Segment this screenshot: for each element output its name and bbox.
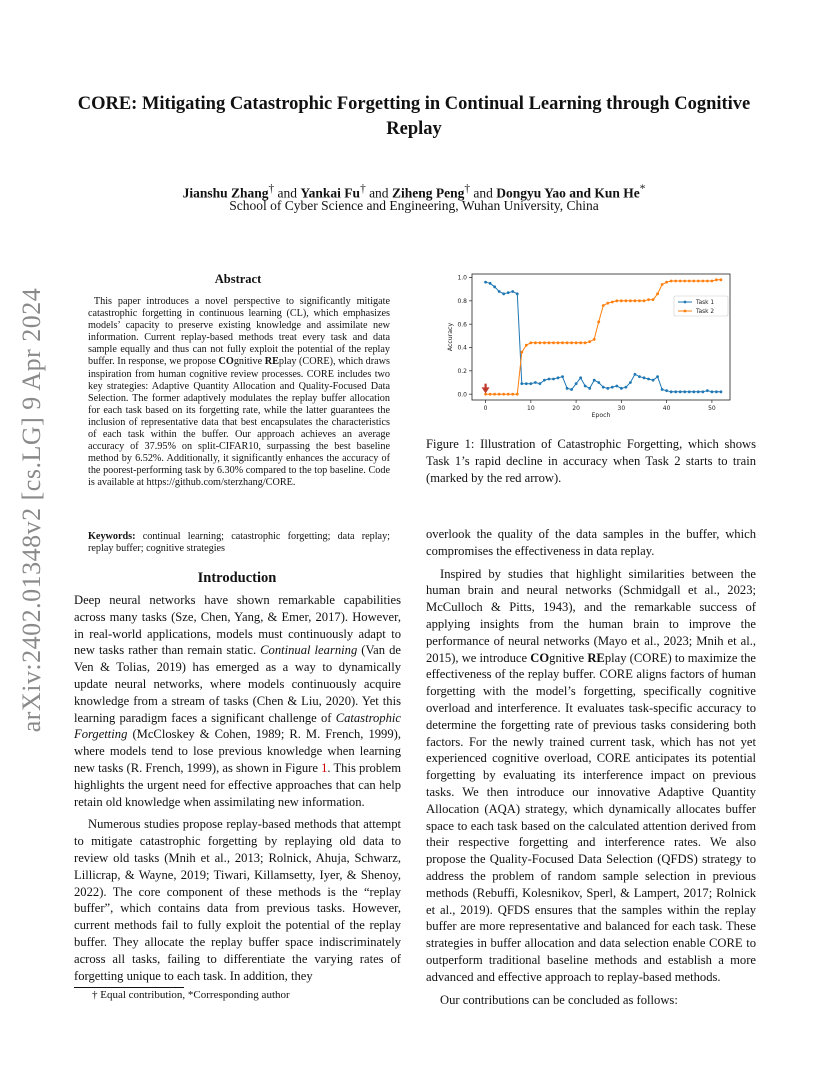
- author-name: Jianshu Zhang: [182, 185, 269, 201]
- author-conj: and: [473, 185, 493, 201]
- intro-paragraph: [426, 566, 756, 986]
- abstract-heading: Abstract: [214, 272, 262, 286]
- y-axis-label: Accuracy: [447, 322, 454, 352]
- data-point: [706, 389, 709, 392]
- x-axis-label: Epoch: [591, 412, 611, 419]
- data-point: [647, 298, 650, 301]
- figure-ref-link[interactable]: 1: [321, 760, 328, 775]
- data-point: [588, 387, 591, 390]
- abstract-co: CO: [218, 356, 234, 368]
- text-bold: CO: [530, 650, 550, 665]
- data-point: [588, 340, 591, 343]
- affiliation: School of Cyber Science and Engineering, Wuhan University, China: [229, 198, 599, 213]
- data-point: [697, 390, 700, 393]
- data-point: [692, 280, 695, 283]
- data-point: [484, 281, 487, 284]
- data-point: [493, 285, 496, 288]
- data-point: [511, 290, 514, 293]
- data-point: [679, 390, 682, 393]
- data-point: [606, 387, 609, 390]
- data-point: [688, 280, 691, 283]
- forgetting-chart: [440, 270, 740, 435]
- data-point: [720, 390, 723, 393]
- abstract-text: This paper introduces a novel perspective to significantly mitigate catastrophic forgetting in continuous learning (CL), which emphasizes models’ capacity to preserve existing knowledge and assimilate new information. Current replay-based methods treat every task and data sample equally and thus can not fully exploit the potential of the replay buffer. In response, we propose: [88, 296, 391, 368]
- abstract-body: [88, 296, 390, 490]
- data-point: [701, 390, 704, 393]
- text-bold: RE: [587, 650, 605, 665]
- legend-label: Task 1: [696, 300, 715, 306]
- data-point: [525, 344, 528, 347]
- data-point: [511, 393, 514, 396]
- intro-paragraph: Our contributions can be concluded as follows:: [440, 992, 678, 1007]
- author-name: Dongyu Yao: [496, 185, 566, 201]
- data-point: [624, 386, 627, 389]
- data-point: [701, 280, 704, 283]
- paper-title: CORE: Mitigating Catastrophic Forgetting in Continual Learning through Cognitive Replay: [77, 94, 751, 139]
- data-point: [615, 385, 618, 388]
- data-point: [498, 290, 501, 293]
- data-point: [557, 341, 560, 344]
- data-point: [674, 280, 677, 283]
- y-tick-label: 0.6: [457, 321, 467, 329]
- data-point: [715, 278, 718, 281]
- data-point: [520, 351, 523, 354]
- author-mark: †: [464, 183, 470, 195]
- data-point: [516, 393, 519, 396]
- text-run: play (CORE) to maximize the effectiveness of the replay buffer. CORE aligns factors of human forgetting with the model’s forgetting, specifically cognitive overload and interference. It evaluates task-specific accuracy to determine the forgetting rate of previous tasks considering both factors. For the newly trained current task, which has not yet experienced cognitive overload, CORE anticipates its potential forgetting by evaluating its interference impact on previous tasks. We then introduce our innovative Adaptive Quantity Allocation (AQA) strategy, which dynamically allocates buffer space to each task based on the calculated attention derived from their respective forgetting and interference rates. We also propose the Quality-Focused Data Selection (QFDS) strategy to address the problem of random sample selection in previous methods (Rebuffi, Kolesnikov, Sperl, & Lampert, 2017; Rolnick et al., 2019). QFDS ensures that the samples within the replay buffer are more representative and balanced for each task. These strategies in buffer allocation and data selection enable CORE to outperform traditional baseline methods and establish a more advanced and effective approach to replay-based methods.: [426, 650, 756, 984]
- x-tick-label: 30: [617, 405, 626, 412]
- data-point: [620, 387, 623, 390]
- data-point: [570, 388, 573, 391]
- data-point: [674, 390, 677, 393]
- author-mark: *: [639, 183, 646, 195]
- author-conj: and: [277, 185, 298, 201]
- x-tick-label: 10: [527, 405, 535, 412]
- data-point: [715, 390, 718, 393]
- data-point: [597, 320, 600, 323]
- abstract-gnitive: gnitive: [233, 356, 265, 368]
- figure-caption: Figure 1: Illustration of Catastrophic Forgetting, which shows Task 1’s rapid decline in accuracy when Task 2 starts to train (marked by the red arrow).: [426, 437, 756, 485]
- arxiv-id: arXiv:2402.01348v2 [cs.LG] 9 Apr 2024: [17, 287, 46, 733]
- x-tick-label: 40: [662, 405, 671, 412]
- y-tick-label: 0.4: [457, 344, 467, 352]
- data-point: [579, 341, 582, 344]
- data-point: [502, 393, 505, 396]
- data-point: [692, 390, 695, 393]
- data-point: [661, 388, 664, 391]
- data-point: [584, 341, 587, 344]
- data-point: [593, 338, 596, 341]
- data-point: [706, 280, 709, 283]
- data-point: [611, 301, 614, 304]
- x-tick-label: 50: [708, 405, 716, 412]
- data-point: [570, 341, 573, 344]
- author-name: Kun He: [594, 185, 640, 201]
- data-point: [529, 341, 532, 344]
- data-point: [561, 375, 564, 378]
- data-point: [534, 341, 537, 344]
- text-run: (Van de Ven & Tolias, 2019) has emerged as a way to dynamically update neural networks, where models continuously acquire knowledge from a stream of tasks (Chen & Liu, 2020). Yet this learning paradigm faces a significant challenge of: [74, 643, 401, 725]
- data-point: [557, 376, 560, 379]
- y-tick-label: 0.8: [457, 298, 467, 306]
- text-emphasis: Continual learning: [260, 643, 358, 658]
- author-name: Yankai Fu: [300, 185, 361, 201]
- author-conj: and: [569, 185, 592, 201]
- arrow-head-icon: [482, 387, 490, 393]
- x-tick-label: 0: [483, 405, 488, 412]
- section-heading: Introduction: [197, 570, 277, 586]
- text-run: . This problem highlights the urgent need for effective approaches that can help retain old knowledge when assimilating new information.: [74, 760, 401, 809]
- abstract-text: play (CORE), which draws inspiration from human cognitive review processes. CORE includes two key strategies: Adaptive Quantity Allocation and Quality-Focused Data Selection. The former adaptively modulates the replay buffer allocation for each task based on its forgetting rate, while the latter guarantees the inclusion of representative data that best encapsulates the characteristics of each task within the buffer. Our approach achieves an average accuracy of 37.95% on split-CIFAR10, surpassing the best baseline method by 6.52%. Additionally, it significantly enhances the accuracy of the poorest-performing task by 6.30% compared to the top baseline. Code is available at https://github.com/sterzhang/CORE.: [88, 356, 390, 489]
- data-point: [670, 390, 673, 393]
- data-point: [552, 341, 555, 344]
- data-point: [697, 280, 700, 283]
- intro-paragraph: overlook the quality of the data samples in the buffer, which compromises the effectiveness in data replay.: [426, 527, 756, 558]
- keywords-label: Keywords:: [88, 531, 136, 542]
- data-point: [584, 385, 587, 388]
- data-point: [683, 390, 686, 393]
- data-point: [665, 389, 668, 392]
- keywords: [88, 531, 390, 555]
- text-run: (McCloskey & Cohen, 1989; R. M. French, 1999), where models tend to lose previous knowledge when learning new tasks (R. French, 1999), as shown in Figure: [74, 727, 401, 775]
- data-point: [529, 382, 532, 385]
- data-point: [615, 299, 618, 302]
- data-point: [652, 298, 655, 301]
- left-column: [74, 592, 401, 984]
- data-point: [516, 292, 519, 295]
- data-point: [489, 393, 492, 396]
- data-point: [543, 379, 546, 382]
- intro-paragraph: Numerous studies propose replay-based methods that attempt to mitigate catastrophic forgetting by replaying old data to review old tasks (Mnih et al., 2013; Rolnick, Ahuja, Schwarz, Lillicrap, & Wayne, 2019; Tiwari, Killamsetty, Iyer, & Shenoy, 2022). The core component of these methods is the “replay buffer”, which contains data from previous tasks. However, current methods fail to fully exploit the potential of the replay buffer. They allocate the replay buffer space indiscriminately across all tasks, failing to differentiate the varying rates of forgetting unique to each task. In addition, they: [74, 817, 401, 983]
- data-point: [720, 278, 723, 281]
- arxiv-stamp: [12, 287, 52, 733]
- data-point: [688, 390, 691, 393]
- data-point: [552, 378, 555, 381]
- y-tick-label: 0.2: [457, 368, 467, 376]
- data-point: [502, 292, 505, 295]
- data-point: [656, 292, 659, 295]
- data-point: [606, 302, 609, 305]
- author-conj: and: [369, 185, 389, 201]
- author-mark: †: [268, 183, 275, 195]
- y-tick-label: 0.0: [457, 391, 467, 399]
- data-point: [507, 393, 510, 396]
- footnote-rule: [74, 987, 184, 988]
- data-point: [665, 281, 668, 284]
- data-point: [624, 299, 627, 302]
- text-run: Deep neural networks have shown remarkable capabilities across many tasks (Sze, Chen, Yang, & Emer, 2017). However, in real-world applications, models must continuously adapt to new tasks rather than remain static.: [74, 593, 401, 658]
- data-point: [602, 386, 605, 389]
- data-point: [575, 382, 578, 385]
- data-point: [543, 341, 546, 344]
- plot-frame: [472, 274, 730, 400]
- data-point: [643, 299, 646, 302]
- data-point: [656, 375, 659, 378]
- data-point: [652, 379, 655, 382]
- data-point: [634, 299, 637, 302]
- legend-label: Task 2: [696, 309, 715, 315]
- data-point: [520, 382, 523, 385]
- data-point: [638, 299, 641, 302]
- data-point: [525, 382, 528, 385]
- data-point: [597, 381, 600, 384]
- data-point: [579, 376, 582, 379]
- legend-marker: [684, 310, 687, 313]
- data-point: [679, 280, 682, 283]
- text-emphasis: Catastrophic Forgetting: [74, 710, 401, 742]
- data-point: [634, 373, 637, 376]
- data-point: [538, 382, 541, 385]
- data-point: [629, 299, 632, 302]
- data-point: [548, 341, 551, 344]
- author-mark: †: [360, 183, 366, 195]
- data-point: [611, 386, 614, 389]
- data-point: [566, 387, 569, 390]
- data-point: [638, 375, 641, 378]
- author-name: Ziheng Peng: [391, 185, 465, 201]
- data-point: [593, 379, 596, 382]
- data-point: [683, 280, 686, 283]
- y-tick-label: 1.0: [457, 274, 467, 282]
- data-point: [489, 282, 492, 285]
- keywords-text: continual learning; catastrophic forgetting; data replay; replay buffer; cognitive strategies: [88, 531, 390, 555]
- data-point: [602, 304, 605, 307]
- data-point: [647, 378, 650, 381]
- data-point: [498, 393, 501, 396]
- legend-marker: [684, 301, 687, 304]
- abstract-re: RE: [264, 356, 279, 368]
- data-point: [566, 341, 569, 344]
- data-point: [643, 376, 646, 379]
- x-tick-label: 20: [572, 405, 580, 412]
- data-point: [507, 291, 510, 294]
- data-point: [561, 341, 564, 344]
- data-point: [538, 341, 541, 344]
- right-column: [426, 526, 756, 1008]
- intro-paragraph: [74, 592, 401, 810]
- data-point: [670, 280, 673, 283]
- data-point: [575, 341, 578, 344]
- data-point: [629, 381, 632, 384]
- data-point: [710, 390, 713, 393]
- data-point: [710, 280, 713, 283]
- footnote: † Equal contribution, *Corresponding author: [92, 989, 290, 1001]
- text-run: Inspired by studies that highlight similarities between the human brain and neural networks (Schmidgall et al., 2023; McCulloch & Pitts, 1943), and the remarkable success of applying insights from the human brain to improve the performance of neural networks (Mayo et al., 2023; Mnih et al., 2015), we introduce: [426, 566, 756, 665]
- data-point: [493, 393, 496, 396]
- data-point: [548, 378, 551, 381]
- data-point: [534, 381, 537, 384]
- data-point: [661, 283, 664, 286]
- data-point: [620, 299, 623, 302]
- text-run: gnitive: [549, 650, 588, 665]
